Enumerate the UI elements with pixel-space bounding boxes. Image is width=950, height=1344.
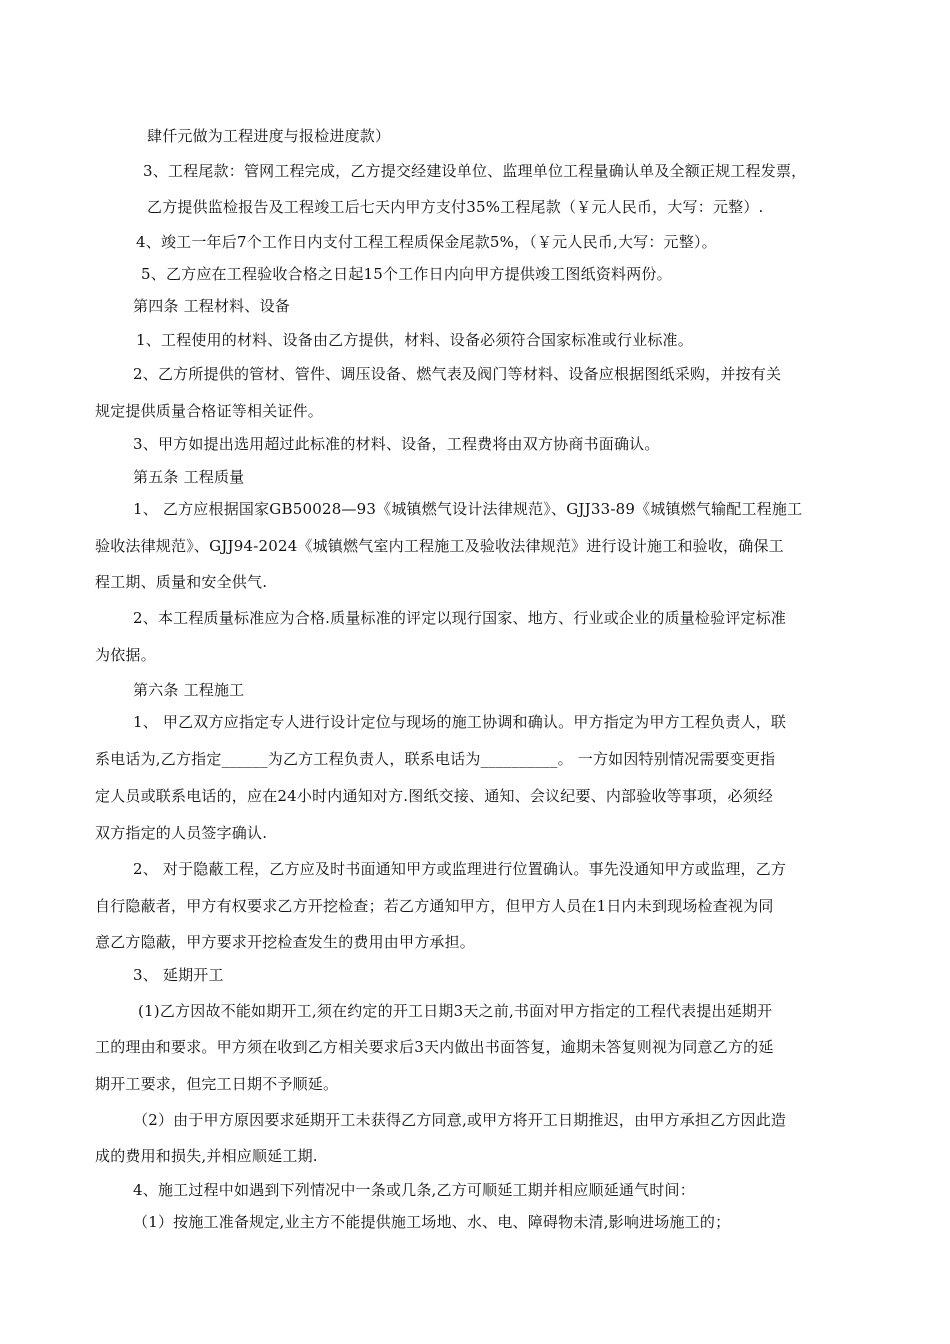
text-line: 程工期、质量和安全供气.: [95, 573, 268, 591]
section-heading: 第六条 工程施工: [133, 681, 245, 699]
text-line: 为依据。: [95, 646, 156, 664]
text-line: （1）按施工准备规定,业主方不能提供施工场地、水、电、障碍物未清,影响进场施工的；: [133, 1213, 731, 1231]
text-line: （2）由于甲方原因要求延期开工未获得乙方同意,或甲方将开工日期推迟，由甲方承担乙方因此造: [133, 1111, 787, 1129]
text-line: 验收法律规范》、GJJ94-2024《城镇燃气室内工程施工及验收法律规范》进行设计施工和验收，确保工: [95, 537, 784, 555]
text-line: 肆仟元做为工程进度与报检进度款）: [147, 127, 391, 145]
text-line: 规定提供质量合格证等相关证件。: [95, 402, 324, 420]
text-line: 定人员或联系电话的，应在24小时内通知对方.图纸交接、通知、会议纪要、内部验收等事项，必须经: [95, 787, 774, 805]
text-line: 期开工要求，但完工日期不予顺延。: [95, 1075, 339, 1093]
text-line: 成的费用和损失,并相应顺延工期.: [95, 1147, 318, 1165]
text-line: 1、 甲乙双方应指定专人进行设计定位与现场的施工协调和确认。甲方指定为甲方工程负责人，联: [133, 713, 787, 731]
text-line: 1、工程使用的材料、设备由乙方提供，材料、设备必须符合国家标准或行业标准。: [136, 331, 693, 349]
text-line: 1、 乙方应根据国家GB50028—93《城镇燃气设计法律规范》、GJJ33-89《城镇燃气输配工程施工: [133, 500, 803, 518]
text-line: 系电话为,乙方指定______为乙方工程负责人，联系电话为__________。 一方如因特别情况需要变更指: [95, 750, 776, 768]
text-line: 工的理由和要求。甲方须在收到乙方相关要求后3天内做出书面答复，逾期未答复则视为同意乙方的延: [95, 1038, 774, 1056]
text-line: 乙方提供监检报告及工程竣工后七天内甲方支付35%工程尾款（￥元人民币，大写：元整）.: [147, 198, 764, 216]
text-line: 3、 延期开工: [133, 966, 224, 984]
text-line: 意乙方隐蔽，甲方要求开挖检查发生的费用由甲方承担。: [95, 933, 476, 951]
text-line: 4、竣工一年后7个工作日内支付工程工程质保金尾款5%，（￥元人民币,大写：元整）。: [136, 233, 717, 251]
section-heading: 第五条 工程质量: [133, 468, 245, 486]
text-line: 2、本工程质量标准应为合格.质量标准的评定以现行国家、地方、行业或企业的质量检验评定标准: [133, 609, 787, 627]
text-line: (1)乙方因故不能如期开工,须在约定的开工日期3天之前,书面对甲方指定的工程代表提出延期开: [138, 1002, 773, 1020]
text-line: 2、乙方所提供的管材、管件、调压设备、燃气表及阀门等材料、设备应根据图纸采购，并按有关: [133, 365, 782, 383]
section-heading: 第四条 工程材料、设备: [133, 297, 290, 315]
text-line: 自行隐蔽者，甲方有权要求乙方开挖检查；若乙方通知甲方，但甲方人员在1日内未到现场检查视为同: [95, 897, 774, 915]
text-line: 2、 对于隐蔽工程，乙方应及时书面通知甲方或监理进行位置确认。事先没通知甲方或监理，乙方: [133, 860, 787, 878]
text-line: 5、乙方应在工程验收合格之日起15个工作日内向甲方提供竣工图纸资料两份。: [141, 265, 672, 283]
text-line: 4、施工过程中如遇到下列情况中一条或几条,乙方可顺延工期并相应顺延通气时间：: [133, 1181, 695, 1199]
text-line: 3、工程尾款：管网工程完成，乙方提交经建设单位、监理单位工程量确认单及全额正规工程发票，: [143, 162, 807, 180]
text-line: 双方指定的人员签字确认.: [95, 824, 268, 842]
text-line: 3、甲方如提出选用超过此标准的材料、设备，工程费将由双方协商书面确认。: [133, 435, 660, 453]
